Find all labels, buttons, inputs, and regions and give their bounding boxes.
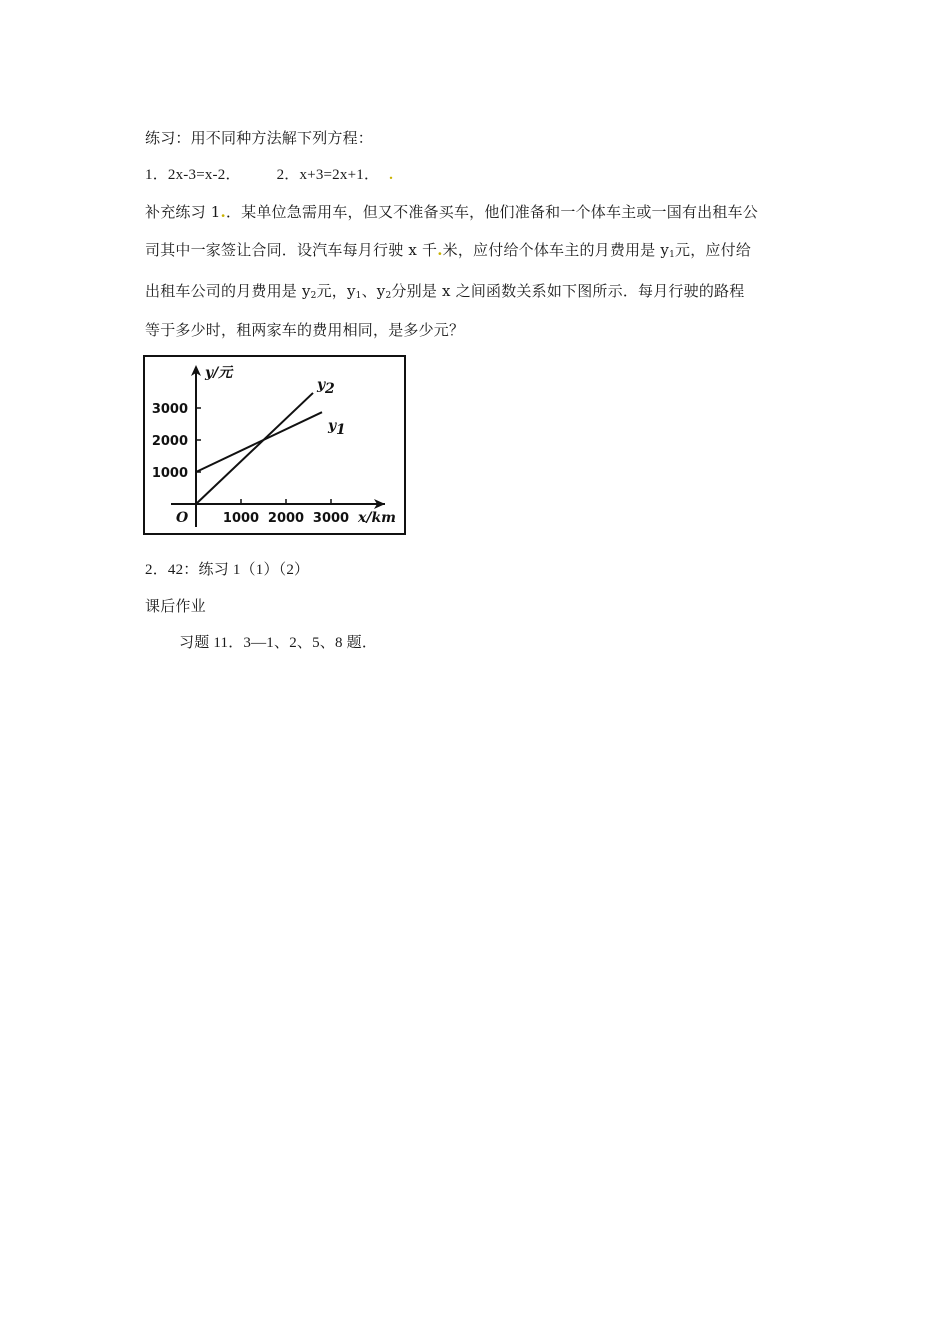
supplement-label: 补充练习 1 <box>145 203 221 221</box>
supplement-text: 元，y <box>316 282 356 300</box>
supplement-line-2 <box>145 240 751 265</box>
stray-dot-mark: . <box>220 203 226 221</box>
series-label-y1: y <box>328 418 337 435</box>
stray-dot-mark: . <box>389 167 394 183</box>
supplement-text: 、y <box>361 282 386 300</box>
supplement-text: 米，应付给个体车主的月费用是 y <box>442 241 670 259</box>
x-axis-label: x/km <box>358 510 396 526</box>
x-tick-label: 2000 <box>267 511 305 526</box>
homework-text: 习题 11．3—1、2、5、8 题． <box>179 635 378 651</box>
x-tick-label: 3000 <box>312 511 350 526</box>
y-tick-label: 2000 <box>151 434 188 449</box>
y-tick-label: 1000 <box>151 466 188 481</box>
supplement-text: 分别是 x 之间函数关系如下图所示．每月行驶的路程 <box>391 282 745 300</box>
subscript: 1 <box>669 250 676 260</box>
x-tick-label: 1000 <box>222 511 260 526</box>
supplement-line-1 <box>145 202 758 222</box>
subscript: 1 <box>355 291 362 301</box>
supplement-text: 元，应付给 <box>675 241 752 259</box>
reference-line: 2．42：练习 1（1）（2） <box>145 562 310 578</box>
origin-label: O <box>176 510 189 526</box>
y-axis-label: y/元 <box>205 365 233 381</box>
series-label-y2: y <box>317 376 326 393</box>
stray-dot-mark: . <box>437 241 443 259</box>
supplement-line-3 <box>145 281 744 306</box>
subscript: 2 <box>385 291 392 301</box>
supplement-line-4: 等于多少时，租两家车的费用相同，是多少元？ <box>145 321 465 339</box>
homework-title: 课后作业 <box>145 597 206 615</box>
series-label-sub-y1: 1 <box>336 422 346 439</box>
subscript: 2 <box>310 291 317 301</box>
practice-equations <box>145 165 393 185</box>
practice-title: 练习：用不同种方法解下列方程： <box>145 129 374 147</box>
equation-2: 2．x+3=2x+1． <box>276 167 380 183</box>
supplement-text: 司其中一家签让合同．设汽车每月行驶 x 千 <box>145 241 438 259</box>
supplement-text: ．某单位急需用车，但又不准备买车，他们准备和一个体车主或一国有出租车公 <box>225 203 758 221</box>
series-label-sub-y2: 2 <box>325 380 335 397</box>
y-tick-label: 3000 <box>151 402 188 417</box>
supplement-text: 出租车公司的月费用是 y <box>145 282 311 300</box>
cost-distance-chart <box>143 355 406 535</box>
equation-1: 1．2x-3=x-2． <box>145 167 241 183</box>
